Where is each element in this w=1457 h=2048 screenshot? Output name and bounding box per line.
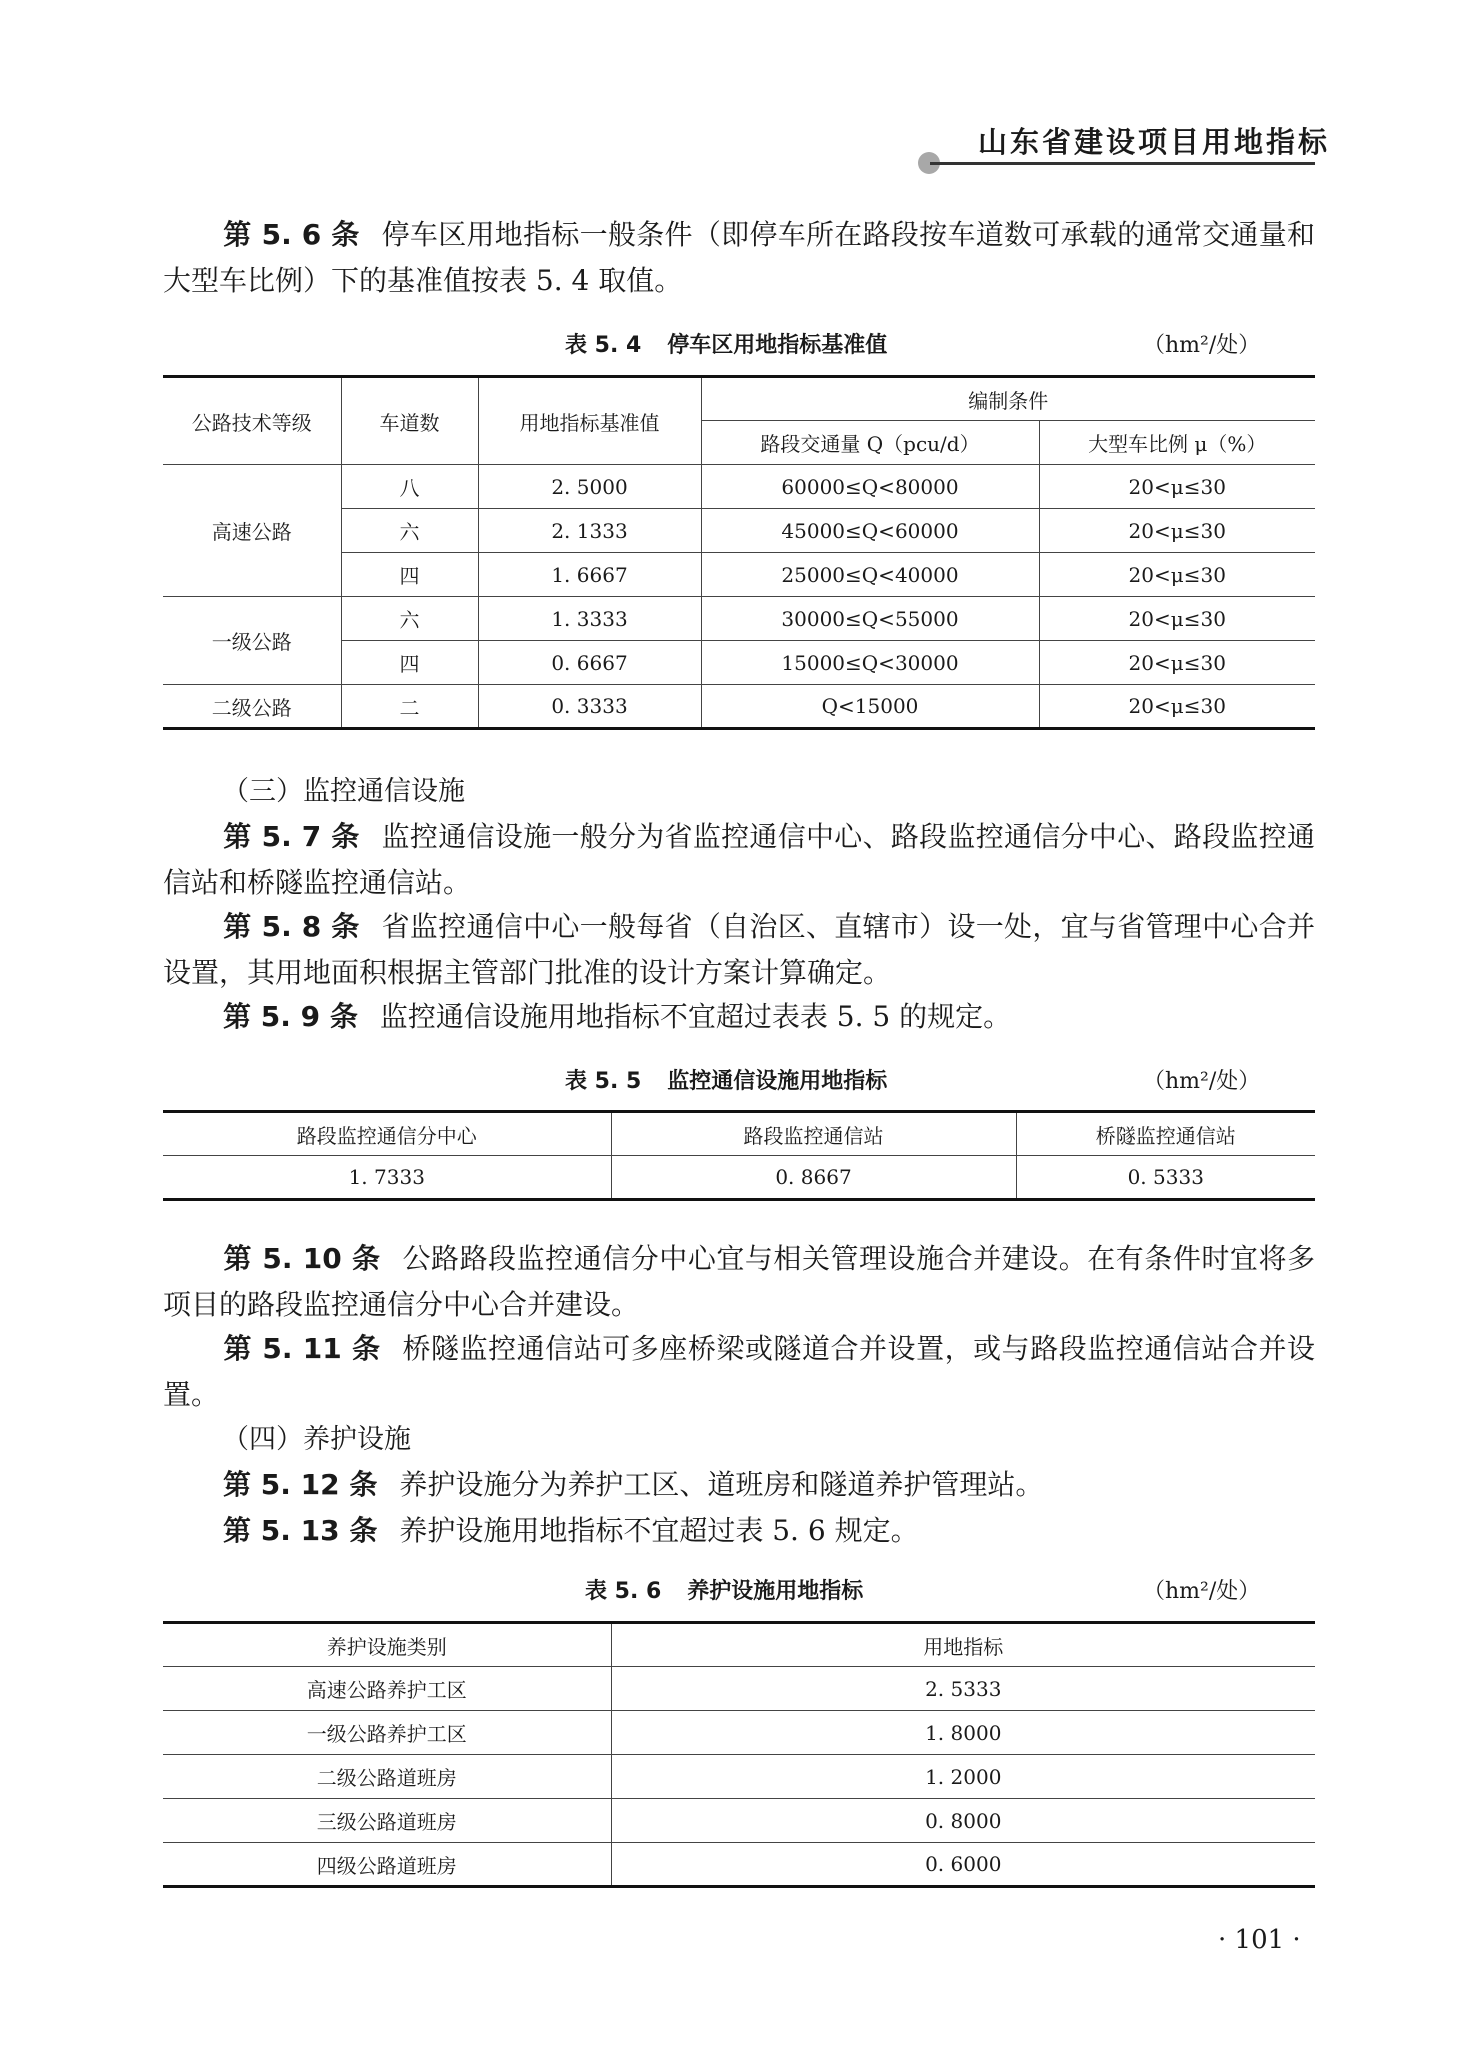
ratio-cell: 20<μ≤30	[1039, 685, 1315, 729]
table-5-4	[163, 375, 1315, 730]
header-grade: 公路技术等级	[163, 377, 341, 465]
article-text: 养护设施用地指标不宜超过表 5. 6 规定。	[399, 1514, 919, 1547]
value-cell: 0. 5333	[1016, 1156, 1315, 1200]
section-heading-monitoring: （三）监控通信设施	[222, 776, 465, 807]
article-text: 停车区用地指标一般条件（即停车所在路段按车道数可承载的通常交通量和大型车比例）下的基准值按表 5. 4 取值。	[163, 218, 1315, 297]
header-cell: 路段监控通信分中心	[163, 1112, 611, 1156]
value-cell: 0. 6000	[611, 1843, 1315, 1887]
lanes-cell: 八	[341, 465, 478, 509]
category-cell: 二级公路道班房	[163, 1755, 611, 1799]
article-text: 省监控通信中心一般每省（自治区、直辖市）设一处，宜与省管理中心合并设置，其用地面积根据主管部门批准的设计方案计算确定。	[163, 910, 1315, 989]
table-5-6-unit: （hm²/处）	[1143, 1579, 1261, 1604]
baseline-cell: 2. 1333	[478, 509, 701, 553]
lanes-cell: 六	[341, 509, 478, 553]
grade-cell: 高速公路	[163, 465, 341, 597]
value-cell: 1. 7333	[163, 1156, 611, 1200]
table-5-4-unit: （hm²/处）	[1143, 333, 1261, 358]
table-title: 养护设施用地指标	[687, 1579, 864, 1604]
article-text: 公路路段监控通信分中心宜与相关管理设施合并建设。在有条件时宜将多项目的路段监控通信分中心合并建设。	[163, 1242, 1315, 1321]
grade-cell: 一级公路	[163, 597, 341, 685]
baseline-cell: 2. 5000	[478, 465, 701, 509]
article-label: 第 5. 13 条	[223, 1514, 378, 1547]
category-cell: 高速公路养护工区	[163, 1667, 611, 1711]
traffic-cell: 25000≤Q<40000	[701, 553, 1039, 597]
header-cell: 桥隧监控通信站	[1016, 1112, 1315, 1156]
running-header-title: 山东省建设项目用地指标	[978, 125, 1331, 159]
lanes-cell: 二	[341, 685, 478, 729]
article-label: 第 5. 10 条	[223, 1242, 381, 1275]
traffic-cell: Q<15000	[701, 685, 1039, 729]
value-cell: 0. 8000	[611, 1799, 1315, 1843]
article-label: 第 5. 9 条	[223, 1000, 358, 1033]
article-text: 监控通信设施用地指标不宜超过表表 5. 5 的规定。	[379, 1000, 1012, 1033]
value-cell: 2. 5333	[611, 1667, 1315, 1711]
header-traffic: 路段交通量 Q（pcu/d）	[701, 421, 1039, 465]
lanes-cell: 六	[341, 597, 478, 641]
value-cell: 0. 8667	[611, 1156, 1016, 1200]
ratio-cell: 20<μ≤30	[1039, 597, 1315, 641]
table-title: 停车区用地指标基准值	[667, 333, 888, 358]
table-5-5-caption	[565, 1066, 887, 1098]
section-heading-maintenance: （四）养护设施	[222, 1424, 411, 1455]
article-5-9	[163, 994, 1315, 1040]
article-label: 第 5. 12 条	[223, 1468, 378, 1501]
article-text: 桥隧监控通信站可多座桥梁或隧道合并设置，或与路段监控通信站合并设置。	[163, 1332, 1315, 1411]
table-5-6-caption	[585, 1576, 863, 1608]
article-text: 养护设施分为养护工区、道班房和隧道养护管理站。	[399, 1468, 1044, 1501]
ratio-cell: 20<μ≤30	[1039, 509, 1315, 553]
table-number: 表 5. 6	[585, 1579, 662, 1604]
article-5-12	[163, 1462, 1315, 1508]
baseline-cell: 1. 3333	[478, 597, 701, 641]
article-5-13	[163, 1508, 1315, 1554]
category-cell: 三级公路道班房	[163, 1799, 611, 1843]
grade-cell: 二级公路	[163, 685, 341, 729]
category-cell: 一级公路养护工区	[163, 1711, 611, 1755]
table-5-4-caption	[565, 330, 887, 362]
baseline-cell: 0. 3333	[478, 685, 701, 729]
header-baseline: 用地指标基准值	[478, 377, 701, 465]
traffic-cell: 30000≤Q<55000	[701, 597, 1039, 641]
article-5-8	[163, 904, 1315, 996]
article-5-7	[163, 814, 1315, 906]
ratio-cell: 20<μ≤30	[1039, 641, 1315, 685]
table-number: 表 5. 4	[565, 333, 642, 358]
article-5-11	[163, 1326, 1315, 1418]
baseline-cell: 1. 6667	[478, 553, 701, 597]
table-5-5-unit: （hm²/处）	[1143, 1069, 1261, 1094]
article-5-6	[163, 212, 1315, 304]
lanes-cell: 四	[341, 553, 478, 597]
lanes-cell: 四	[341, 641, 478, 685]
table-number: 表 5. 5	[565, 1069, 642, 1094]
table-5-5	[163, 1110, 1315, 1201]
traffic-cell: 15000≤Q<30000	[701, 641, 1039, 685]
header-lanes: 车道数	[341, 377, 478, 465]
page-number: · 101 ·	[1218, 1925, 1301, 1955]
baseline-cell: 0. 6667	[478, 641, 701, 685]
value-cell: 1. 8000	[611, 1711, 1315, 1755]
category-cell: 四级公路道班房	[163, 1843, 611, 1887]
ratio-cell: 20<μ≤30	[1039, 465, 1315, 509]
header-rule	[930, 162, 1315, 165]
header-cell: 养护设施类别	[163, 1623, 611, 1667]
article-text: 监控通信设施一般分为省监控通信中心、路段监控通信分中心、路段监控通信站和桥隧监控通信站。	[163, 820, 1315, 899]
article-label: 第 5. 8 条	[223, 910, 360, 943]
article-label: 第 5. 11 条	[223, 1332, 381, 1365]
ratio-cell: 20<μ≤30	[1039, 553, 1315, 597]
header-truck-ratio: 大型车比例 μ（%）	[1039, 421, 1315, 465]
table-5-6	[163, 1621, 1315, 1888]
article-label: 第 5. 7 条	[223, 820, 360, 853]
article-5-10	[163, 1236, 1315, 1328]
header-cell: 用地指标	[611, 1623, 1315, 1667]
article-label: 第 5. 6 条	[223, 218, 360, 251]
traffic-cell: 45000≤Q<60000	[701, 509, 1039, 553]
header-cell: 路段监控通信站	[611, 1112, 1016, 1156]
header-conditions: 编制条件	[701, 377, 1315, 421]
traffic-cell: 60000≤Q<80000	[701, 465, 1039, 509]
value-cell: 1. 2000	[611, 1755, 1315, 1799]
table-title: 监控通信设施用地指标	[667, 1069, 888, 1094]
